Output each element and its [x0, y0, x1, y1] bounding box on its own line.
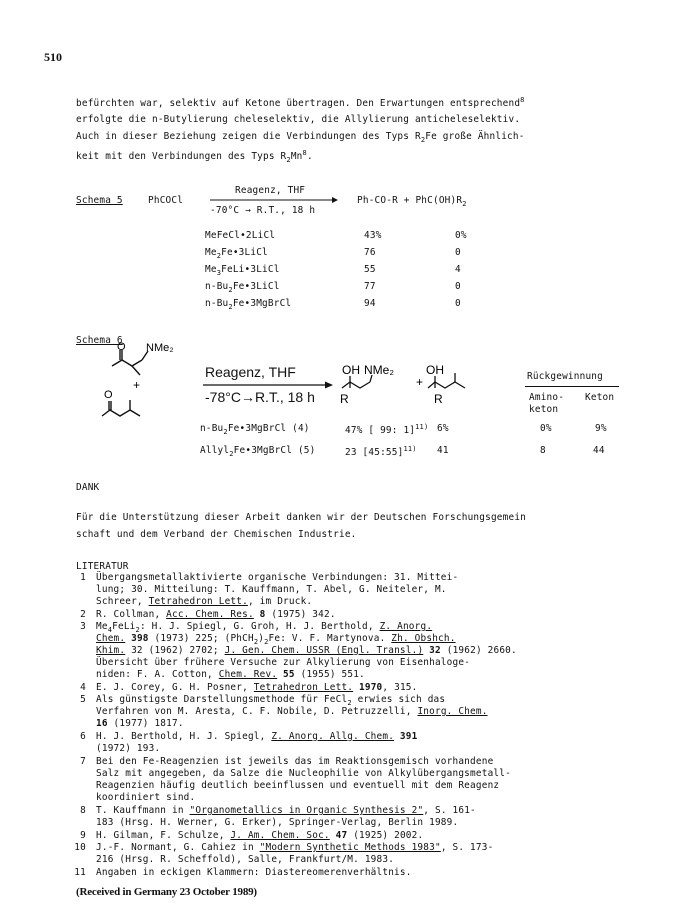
schema6-row-yield: 23 [45:55]$^{11)}$ [345, 445, 417, 459]
page-number: 510 [44, 50, 62, 64]
reference-line: J.-F. Normant, G. Cahiez in "Modern Synthetic Methods 1983", S. 173- [96, 842, 494, 853]
schema6-col-amino-2: keton [529, 404, 559, 415]
reference-number: 2 [80, 609, 86, 620]
reference-number: 9 [80, 830, 86, 841]
reference-line: E. J. Corey, G. H. Posner, Tetrahedron Lett. 1970, 315. [96, 682, 418, 693]
schema5-table [205, 230, 465, 320]
schema5-yield-b: 0 [455, 298, 461, 309]
schema6-row-reagent: Allyl$_2$Fe•3MgBrCl (5) [200, 445, 316, 458]
dank-line-2: schaft und dem Verband der Chemischen Industrie. [76, 529, 357, 540]
schema6-col-keton: Keton [585, 392, 615, 403]
schema5-substrate: PhCOCl [148, 195, 184, 206]
reference-line: Reagenzien häufig deutlich beeinflussen und eventuell mit dem Reagenz [96, 780, 500, 791]
reference-number: 8 [80, 805, 86, 816]
schema5-yield-a: 94 [364, 298, 376, 309]
reference-number: 5 [80, 694, 86, 705]
schema6-row-keton: 44 [593, 445, 605, 456]
schema6-recovery-header: Rückgewinnung [527, 371, 603, 382]
schema6-row-yield-2: 6% [437, 423, 449, 434]
schema6-products-structures [338, 360, 488, 410]
reference-line: Chem. 398 (1973) 225; $(PhCH_2)_2Fe$: V. F. Martynova. Zh. Obshch. [96, 633, 456, 646]
literatur-heading: LITERATUR [76, 561, 129, 572]
reference-line: lung; 30. Mitteilung: T. Kauffmann, T. Abel, G. Neiteler, M. [96, 584, 447, 595]
reference-line: Übergangsmetallaktivierte organische Verbindungen: 31. Mittei- [96, 572, 459, 583]
schema5-yield-a: 55 [364, 264, 376, 275]
intro-paragraph [76, 96, 636, 166]
intro-line-2: erfolgte die n-Butylierung cheleselektiv, die Allylierung anticheleselektiv. [76, 113, 521, 125]
reference-number: 10 [74, 842, 86, 853]
reference-line: H. Gilman, F. Schulze, J. Am. Chem. Soc. 47 (1925) 2002. [96, 830, 424, 841]
reference-number: 3 [80, 621, 86, 632]
schema6-col-amino: Amino- [529, 392, 565, 403]
schema5-yield-a: 77 [364, 281, 376, 292]
schema6-plus-2: + [416, 375, 424, 389]
reference-line: T. Kauffmann in "Organometallics in Organic Synthesis 2", S. 161- [96, 805, 476, 816]
reference-line: 16 (1977) 1817. [96, 718, 184, 729]
schema5-yield-b: 0% [455, 230, 467, 241]
schema6-oh-2: OH [426, 363, 444, 377]
schema5-yield-b: 4 [455, 264, 461, 275]
intro-line-4: keit mit den Verbindungen des Typs $R_2Mn^8$. [76, 148, 313, 164]
schema6-conditions: -78°C→R.T., 18 h [205, 389, 315, 405]
schema6-oxygen-1: O [117, 341, 126, 353]
reference-number: 6 [80, 731, 86, 742]
schema6-row-reagent: $n-Bu_2Fe•3MgBrCl$ (4) [200, 423, 310, 436]
reference-line: Verfahren von M. Aresta, C. F. Nobile, D. Petruzzelli, Inorg. Chem. [96, 706, 488, 717]
schema6-r-2: R [434, 392, 443, 406]
schema6-row-yield-2: 41 [437, 445, 449, 456]
reference-line: Übersicht über frühere Versuche zur Alkylierung von Eisenhaloge- [96, 657, 471, 668]
schema5-row: $Me_2Fe•3LiCl$ [205, 247, 268, 260]
schema5-reagent-label: Reagenz, THF [235, 185, 306, 196]
schema6-row-amino: 0% [540, 423, 552, 434]
schema6-row-yield: 47% [ 99: 1]$^{11)}$ [345, 423, 429, 437]
schema6-recovery-rule [525, 386, 619, 387]
schema6-arrow [203, 381, 333, 389]
reference-line: 216 (Hrsg. R. Scheffold), Salle, Frankfurt/M. 1983. [96, 854, 395, 865]
reference-line: (1972) 193. [96, 743, 161, 754]
received-date: (Received in Germany 23 October 1989) [76, 886, 257, 898]
reference-number: 4 [80, 682, 86, 693]
schema5-yield-a: 76 [364, 247, 376, 258]
schema5-conditions: -70°C → R.T., 18 h [210, 205, 316, 216]
schema6-reagent-label: Reagenz, THF [205, 364, 296, 380]
schema5-row: $n-Bu_2Fe•3LiCl$ [205, 281, 280, 294]
reference-line: 183 (Hrsg. H. Werner, G. Erker), Springer-Verlag, Berlin 1989. [96, 817, 459, 828]
reference-line: H. J. Berthold, H. J. Spiegl, Z. Anorg. Allg. Chem. 391 [96, 731, 418, 742]
intro-line-1: befürchten war, selektiv auf Ketone übertragen. Den Erwartungen entsprechend$^8$ [76, 96, 525, 110]
schema5-arrow [210, 196, 338, 204]
schema5-row: $n-Bu_2Fe•3MgBrCl$ [205, 298, 292, 311]
schema5-yield-b: 0 [455, 281, 461, 292]
schema5-yield-a: 43% [364, 230, 382, 241]
reference-line: Schreer, Tetrahedron Lett., im Druck. [96, 596, 313, 607]
reference-line: koordiniert sind. [96, 792, 196, 803]
schema5-label: Schema 5 [76, 195, 123, 206]
reference-line: niden: F. A. Cotton, Chem. Rev. 55 (1955) 551. [96, 669, 365, 680]
reference-line: Salz mit angegeben, da Salze die Nucleophilie von Alkylübergangsmetall- [96, 768, 511, 779]
reference-line: Angaben in eckigen Klammern: Diastereomerenverhältnis. [96, 867, 412, 878]
schema5-products: $Ph-CO-R + PhC(OH)R_2$ [357, 195, 467, 208]
dank-line-1: Für die Unterstützung dieser Arbeit danken wir der Deutschen Forschungsgemein [76, 512, 527, 523]
schema6-oxygen-2: O [104, 389, 113, 401]
schema6-reactants-structures [100, 340, 210, 440]
schema6-nme2-label: NMe₂ [146, 342, 174, 354]
reference-line: Bei den Fe-Reagenzien ist jeweils das im Reaktionsgemisch vorhandene [96, 756, 494, 767]
reference-number: 1 [80, 572, 86, 583]
dank-heading: DANK [76, 482, 100, 493]
schema6-oh-1: OH [342, 363, 360, 377]
schema5-yield-b: 0 [455, 247, 461, 258]
schema6-row-keton: 9% [595, 423, 607, 434]
reference-line: $Me_4FeLi_2$: H. J. Spiegl, G. Groh, H. J. Berthold, Z. Anorg. [96, 621, 433, 634]
schema6-label: Schema 6 [76, 335, 123, 346]
intro-line-3: Auch in dieser Beziehung zeigen die Verbindungen des Typs $R_2Fe$ große Ähnlich- [76, 131, 525, 145]
schema6-row-amino: 8 [540, 445, 546, 456]
reference-number: 11 [74, 867, 86, 878]
reference-number: 7 [80, 756, 86, 767]
schema5-row: $Me_3FeLi•3LiCl$ [205, 264, 280, 277]
schema6-r-1: R [340, 392, 349, 406]
reference-line: R. Collman, Acc. Chem. Res. 8 (1975) 342. [96, 609, 336, 620]
reference-line: Als günstigste Darstellungsmethode für FeCl$_2$ erwies sich das [96, 694, 446, 707]
reference-line: Khim. 32 (1962) 2702; J. Gen. Chem. USSR (Engl. Transl.) 32 (1962) 2660. [96, 645, 517, 656]
schema6-nme2-product: NMe₂ [364, 363, 394, 377]
schema6-plus-1: + [133, 378, 141, 392]
schema5-row: MeFeCl•2LiCl [205, 230, 276, 241]
